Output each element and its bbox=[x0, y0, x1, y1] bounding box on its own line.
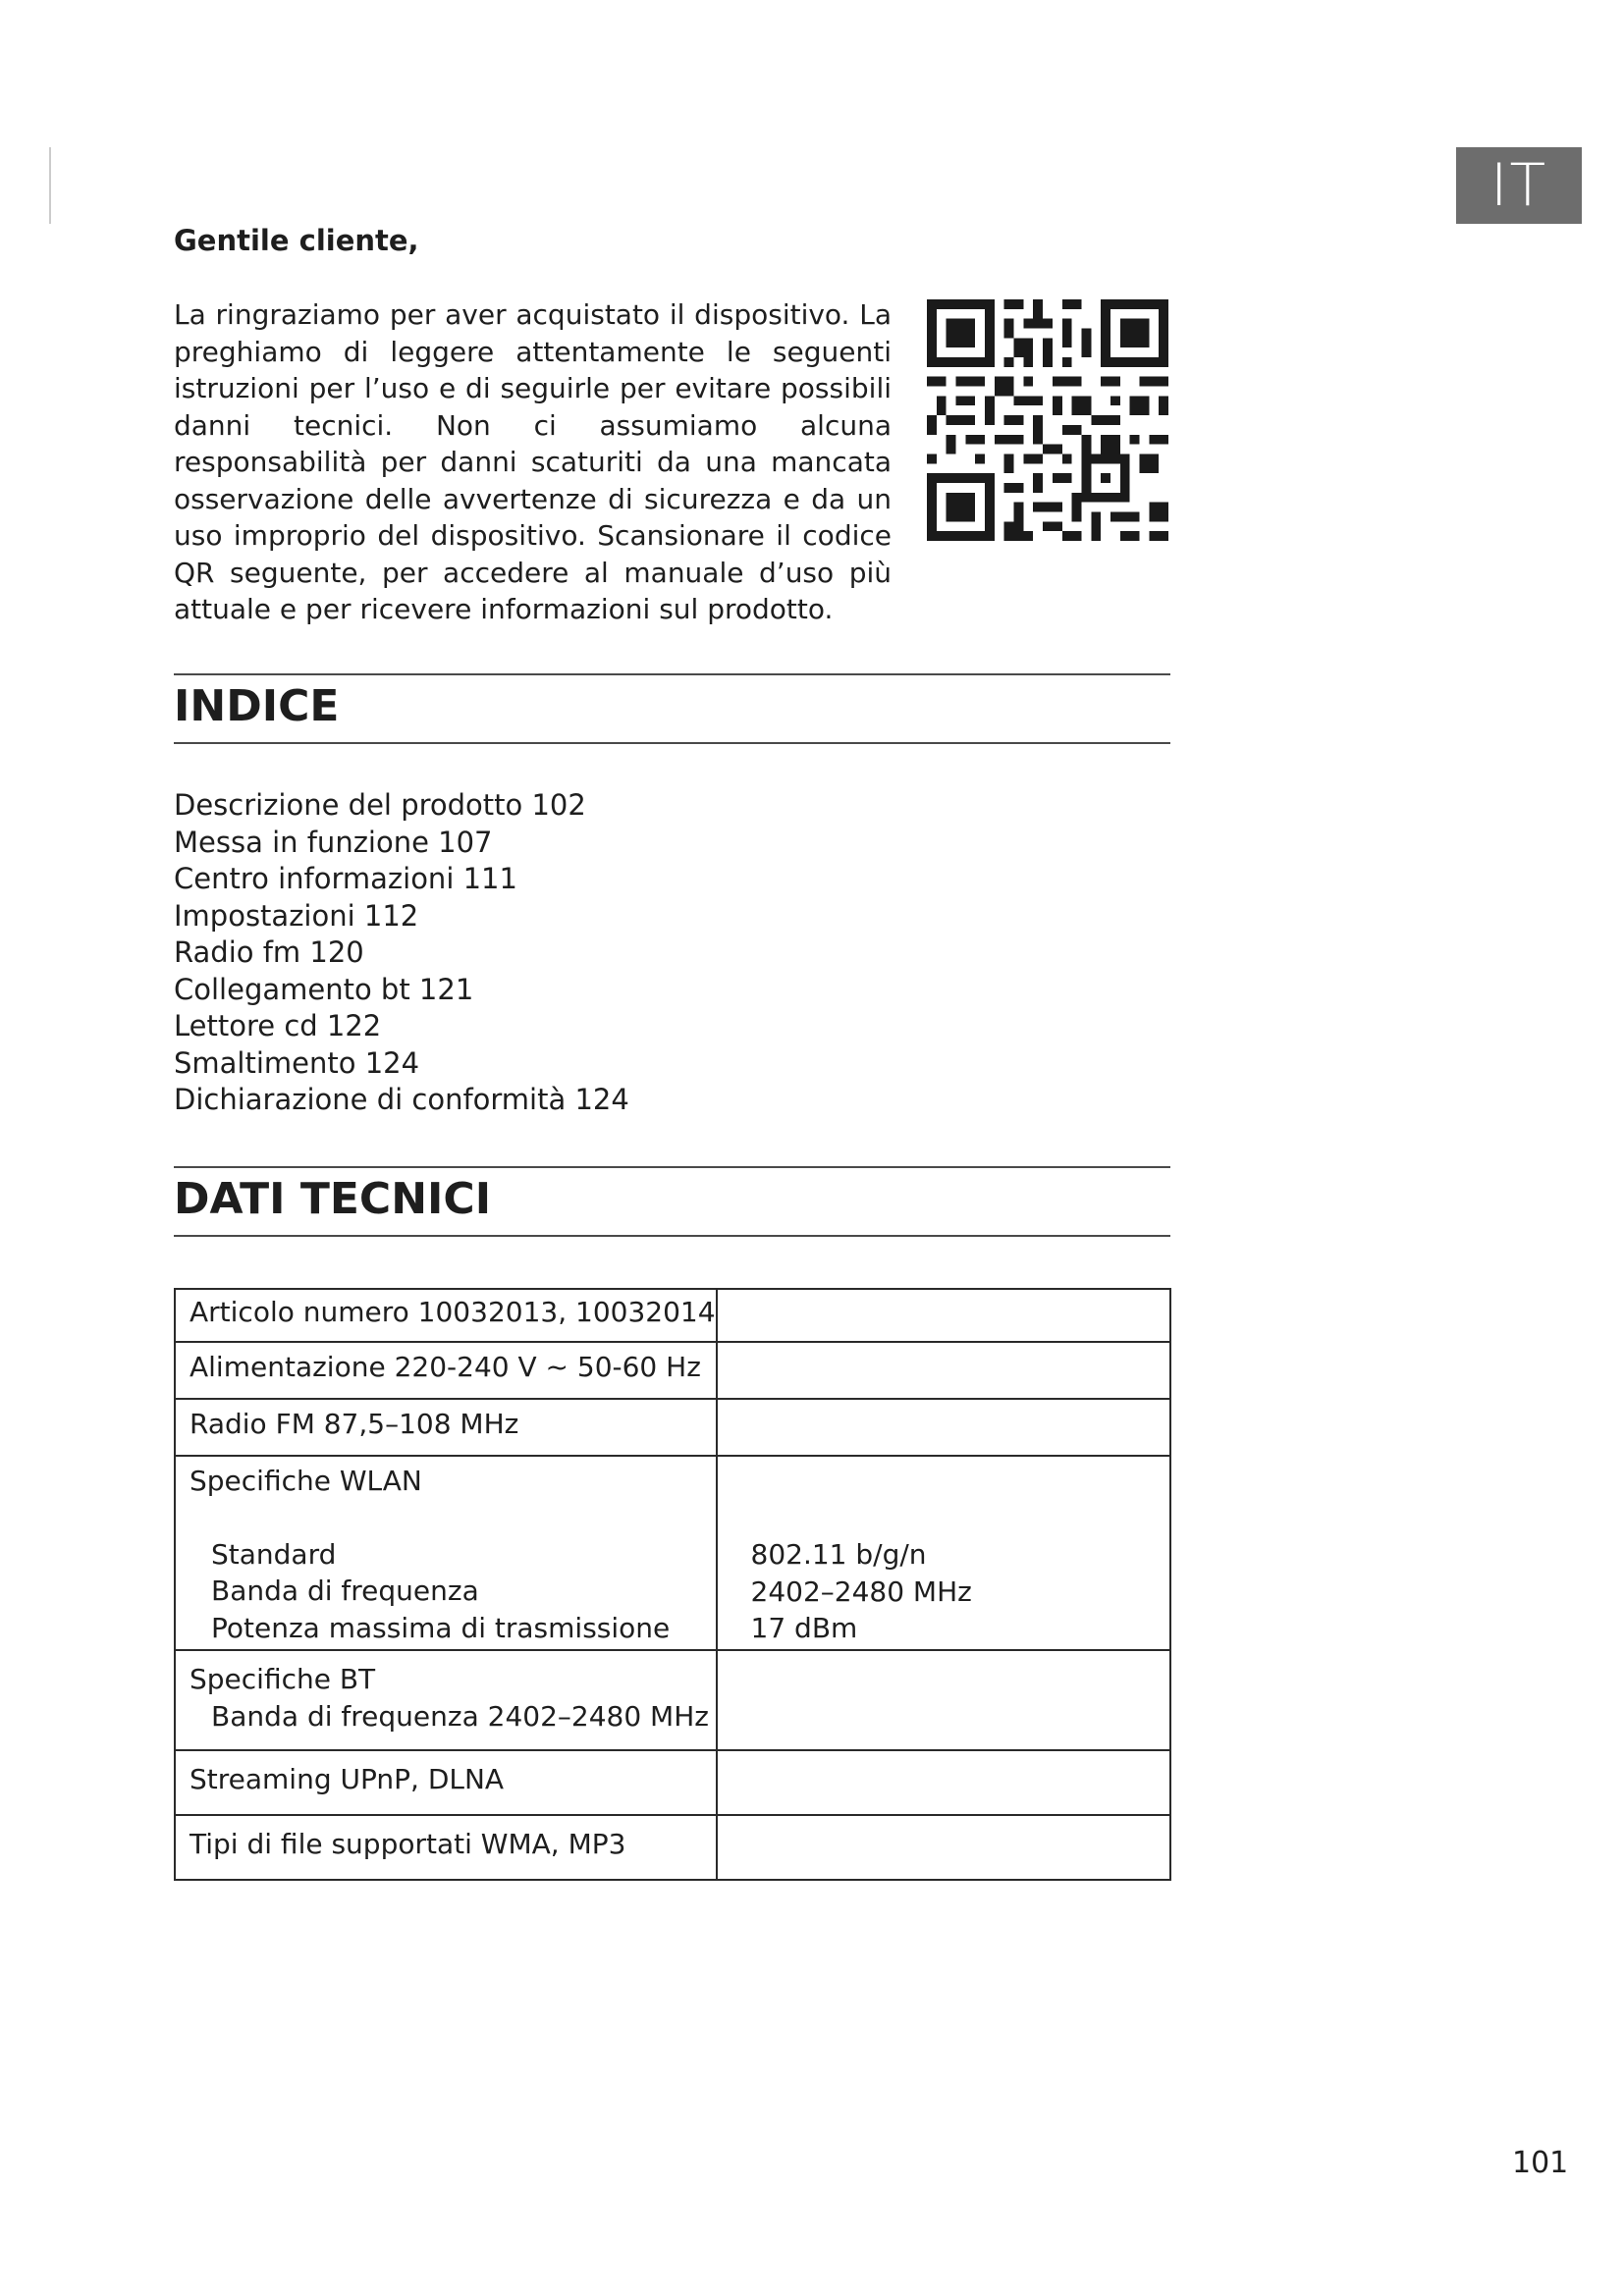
specs-top-rule bbox=[174, 1166, 1170, 1168]
wlan-label: Potenza massima di trasmissione bbox=[211, 1611, 671, 1644]
intro-paragraph: La ringraziamo per aver acquistato il dispositivo. La preghiamo di leggere attentamente le seguenti istruzioni per l’uso e di seguirle per evitare possibili danni tecnici. Non ci assumiamo alcuna responsabilità per danni scaturiti da una mancata osservazione delle avvertenze di sicurezza e da un uso improprio del dispositivo. Scansionare il codice QR seguente, per accedere al manuale d’uso più attuale e per ricevere informazioni sul prodotto. bbox=[174, 298, 892, 625]
toc-item: Radio fm 120 bbox=[174, 935, 364, 969]
spec-radio: Radio FM 87,5–108 MHz bbox=[175, 1399, 717, 1456]
wlan-value: 2402–2480 MHz bbox=[750, 1575, 972, 1608]
table-row bbox=[175, 1815, 1170, 1880]
table-row bbox=[175, 1650, 1170, 1750]
specs-title: DATI TECNICI bbox=[174, 1174, 492, 1224]
table-of-contents bbox=[174, 787, 629, 1119]
toc-item: Centro informazioni 111 bbox=[174, 862, 517, 895]
spec-article: Articolo numero 10032013, 10032014 bbox=[175, 1289, 717, 1342]
table-row bbox=[175, 1342, 1170, 1399]
table-row bbox=[175, 1399, 1170, 1456]
greeting: Gentile cliente, bbox=[174, 224, 419, 257]
page-number: 101 bbox=[1512, 2146, 1569, 2180]
toc-item: Smaltimento 124 bbox=[174, 1045, 420, 1080]
toc-item: Descrizione del prodotto 102 bbox=[174, 788, 586, 822]
qr-code-icon bbox=[927, 297, 1168, 543]
wlan-value: 802.11 b/g/n bbox=[750, 1538, 927, 1571]
spec-bt-line: Banda di frequenza 2402–2480 MHz bbox=[211, 1699, 709, 1733]
spec-streaming: Streaming UPnP, DLNA bbox=[175, 1750, 717, 1815]
table-row bbox=[175, 1289, 1170, 1342]
toc-item: Impostazioni 112 bbox=[174, 898, 419, 933]
toc-item: Lettore cd 122 bbox=[174, 1009, 382, 1042]
wlan-label: Standard bbox=[211, 1537, 337, 1571]
spec-bt-heading: Specifiche BT bbox=[189, 1663, 376, 1695]
index-bottom-rule bbox=[174, 742, 1170, 744]
table-row bbox=[175, 1750, 1170, 1815]
spec-power: Alimentazione 220-240 V ~ 50-60 Hz bbox=[175, 1342, 717, 1399]
spec-file-types: Tipi di file supportati WMA, MP3 bbox=[175, 1815, 717, 1880]
language-tab: IT bbox=[1456, 147, 1582, 224]
spec-wlan-heading: Specifiche WLAN bbox=[189, 1465, 422, 1497]
index-top-rule bbox=[174, 673, 1170, 675]
toc-item: Dichiarazione di conformità 124 bbox=[174, 1083, 629, 1116]
table-row bbox=[175, 1456, 1170, 1650]
specs-bottom-rule bbox=[174, 1235, 1170, 1237]
wlan-label: Banda di frequenza bbox=[211, 1575, 479, 1607]
wlan-value: 17 dBm bbox=[750, 1612, 858, 1644]
index-title: INDICE bbox=[174, 681, 340, 731]
toc-item: Messa in funzione 107 bbox=[174, 825, 493, 859]
specs-table bbox=[174, 1288, 1171, 1881]
toc-item: Collegamento bt 121 bbox=[174, 972, 474, 1006]
margin-line bbox=[49, 147, 51, 224]
